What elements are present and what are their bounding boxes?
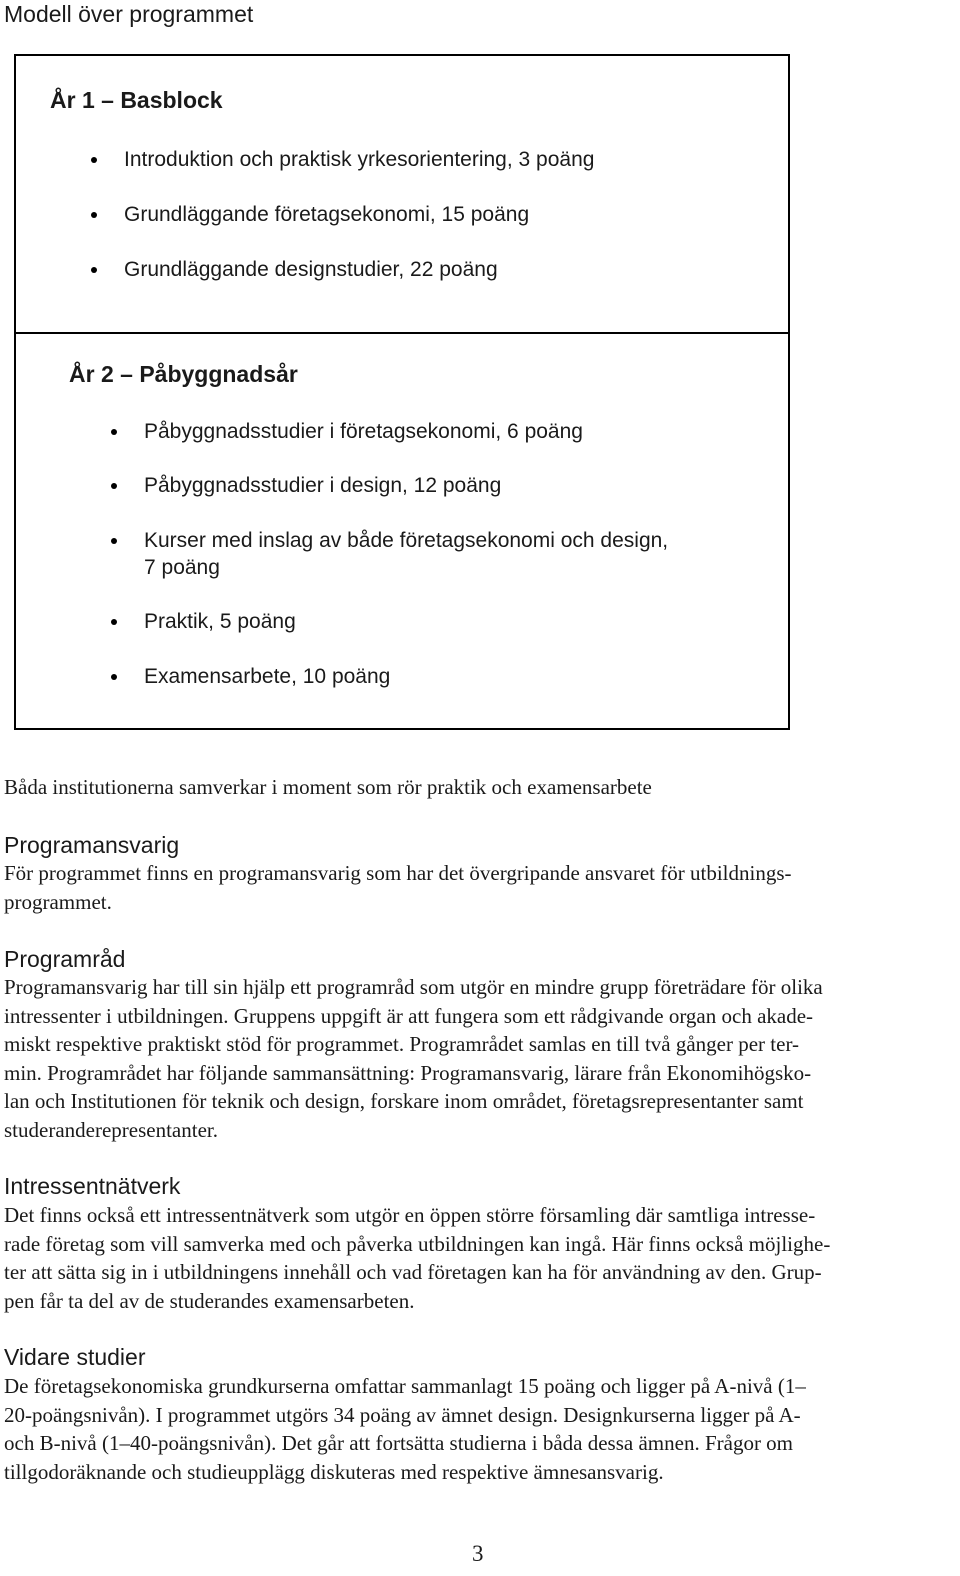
section-heading-vidare-studier: Vidare studier [4, 1344, 146, 1370]
section-heading-programansvarig: Programansvarig [4, 832, 180, 858]
year2-item [144, 418, 583, 445]
paragraph-line: och B-nivå (1–40-poängsnivån). Det går att fortsätta studierna i båda dessa ämnen. Frågor om [4, 1431, 794, 1456]
paragraph-line: rade företag som vill samverka med och påverka utbildningen kan ingå. Här finns också möjlighe- [4, 1231, 831, 1256]
paragraph-vidare-studier [4, 1372, 956, 1486]
bullet-icon [91, 157, 97, 163]
paragraph-line: För programmet finns en programansvarig som har det övergripande ansvaret för utbildnings- [4, 861, 792, 885]
year2-item [144, 472, 501, 499]
paragraph-line: programmet. [4, 889, 112, 914]
year2-item-text: 7 poäng [144, 556, 220, 579]
year2-item [144, 527, 668, 581]
year2-item [144, 608, 296, 635]
paragraph-line: ter att sätta sig in i utbildningens innehåll och vad företagen kan ha för användning av den. Grup- [4, 1260, 822, 1285]
year1-item-text: Introduktion och praktisk yrkesorientering, 3 poäng [124, 148, 595, 171]
year1-item-text: Grundläggande företagsekonomi, 15 poäng [124, 203, 530, 226]
page-number: 3 [472, 1541, 484, 1566]
paragraph-line: 20-poängsnivån). I programmet utgörs 34 poäng av ämnet design. Designkurserna ligger på A- [4, 1402, 801, 1427]
bullet-icon [91, 212, 97, 218]
year1-heading: År 1 – Basblock [50, 87, 223, 113]
year1-item [124, 256, 498, 283]
year2-item-text: Påbyggnadsstudier i design, 12 poäng [144, 474, 502, 497]
year2-item-text: Påbyggnadsstudier i företagsekonomi, 6 poäng [144, 420, 583, 443]
intro-note [4, 773, 956, 802]
year1-item [124, 201, 529, 228]
paragraph-line: Programansvarig har till sin hjälp ett programråd som utgör en mindre grupp företrädare för olika [4, 975, 823, 999]
year2-heading: År 2 – Påbyggnadsår [69, 361, 298, 387]
bullet-icon [111, 674, 117, 680]
year1-item [124, 146, 594, 173]
paragraph-line: min. Programrådet har följande sammansättning: Programansvarig, lärare från Ekonomihögsko- [4, 1060, 812, 1085]
bullet-icon [91, 267, 97, 273]
paragraph-line: Det finns också ett intressentnätverk som utgör en öppen större församling där samtliga intresse- [4, 1203, 816, 1227]
year1-item-text: Grundläggande designstudier, 22 poäng [124, 258, 498, 281]
year2-item-text: Praktik, 5 poäng [144, 610, 296, 633]
paragraph-line: studeranderepresentanter. [4, 1117, 218, 1142]
paragraph-line: De företagsekonomiska grundkurserna omfattar sammanlagt 15 poäng och ligger på A-nivå (1– [4, 1374, 806, 1398]
year2-item-text: Kurser med inslag av både företagsekonomi och design, [144, 529, 669, 552]
paragraph-line: lan och Institutionen för teknik och design, forskare inom området, företagsrepresentanter samt [4, 1089, 804, 1114]
page-title: Modell över programmet [4, 1, 254, 27]
intro-note-text: Båda institutionerna samverkar i moment som rör praktik och examensarbete [4, 775, 652, 799]
bullet-icon [111, 619, 117, 625]
paragraph-programrad [4, 973, 956, 1145]
section-heading-intressentnatverk: Intressentnätverk [4, 1173, 181, 1199]
paragraph-line: miskt respektive praktiskt stöd för programmet. Programrådet samlas en till två gånger per ter- [4, 1032, 800, 1057]
bullet-icon [111, 429, 117, 435]
paragraph-programansvarig [4, 859, 956, 916]
paragraph-line: pen får ta del av de studerandes examensarbeten. [4, 1288, 415, 1313]
bullet-icon [111, 483, 117, 489]
program-model-box [14, 54, 790, 730]
box-divider [16, 332, 788, 334]
paragraph-intressentnatverk [4, 1201, 956, 1315]
section-heading-programrad: Programråd [4, 946, 126, 972]
year2-item-text: Examensarbete, 10 poäng [144, 665, 391, 688]
paragraph-line: intressenter i utbildningen. Gruppens uppgift är att fungera som ett rådgivande organ och akade- [4, 1003, 814, 1028]
bullet-icon [111, 538, 117, 544]
paragraph-line: tillgodoräknande och studieupplägg diskuteras med respektive ämnesansvarig. [4, 1459, 664, 1484]
year2-item [144, 663, 390, 690]
